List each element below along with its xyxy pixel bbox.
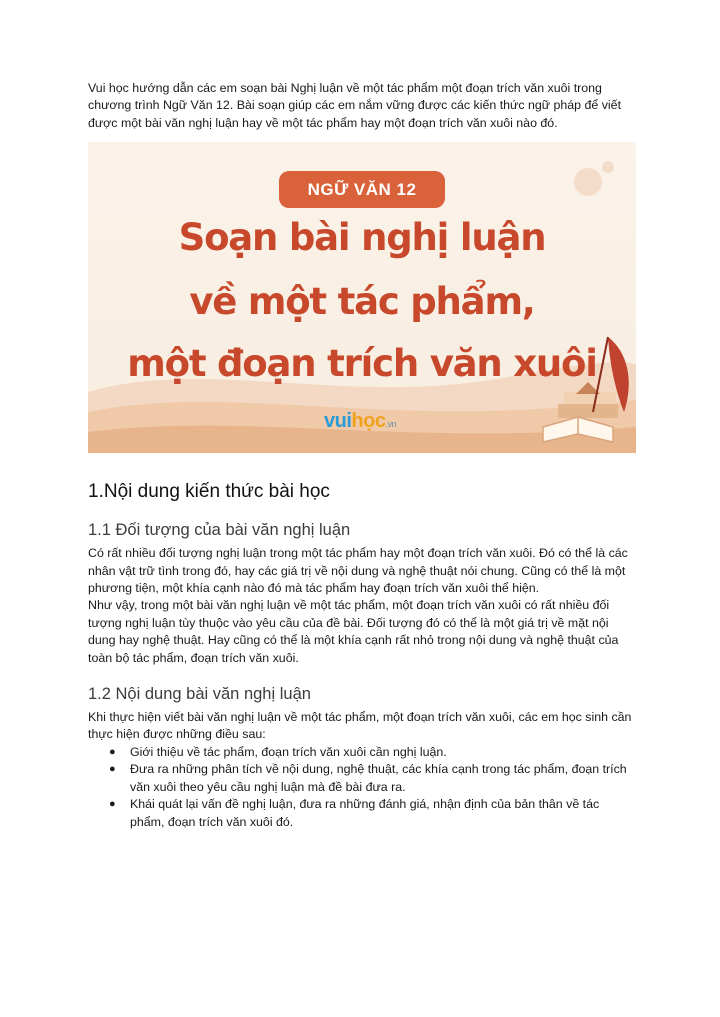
list-item: ● Giới thiệu về tác phẩm, đoạn trích văn xuôi cần nghị luận. [88,744,636,761]
intro-paragraph: Vui học hướng dẫn các em soạn bài Nghị luận về một tác phẩm một đoạn trích văn xuôi trong chương trình Ngữ Văn 12. Bài soạn giúp các em nắm vững được các kiến thức ngữ pháp để viết được một bài văn nghị luận hay về một tác phẩm hay một đoạn trích văn xuôi nào đó. [88,81,622,130]
document-page [88,80,636,831]
banner-title-line-2: về một tác phẩm, [189,280,535,324]
list-item: ● Khái quát lại vấn đề nghị luận, đưa ra những đánh giá, nhận định của bản thân về tác phẩm, đoạn trích văn xuôi đó. [109,797,600,829]
vuihoc-logo: vuihọc.vn [324,410,396,433]
subsection-heading-1-1: 1.1 Đối tượng của bài văn nghị luận [88,521,351,540]
section-heading: 1.Nội dung kiến thức bài học [88,481,330,503]
bullet-icon: ● [109,763,116,776]
paragraph-1-1-a: Có rất nhiều đối tượng nghị luận trong một tác phẩm hay một đoạn trích văn xuôi. Đó có thể là các nhân vật trữ tình trong đó, hay các giá trị về nội dung và nghệ thuật nói chung. Cũng có thể là một phương tiện, một khía cạnh nào đó mà tác phẩm hay đoạn trích văn xuôi thể hiện. [88,546,628,596]
subject-badge: NGỮ VĂN 12 [279,171,445,208]
subsection-heading-1-2: 1.2 Nội dung bài văn nghị luận [88,685,311,704]
bullet-icon: ● [109,798,116,811]
banner-title-line-1: Soạn bài nghị luận [178,216,546,260]
list-item: ● Đưa ra những phân tích về nội dung, nghệ thuật, các khía cạnh trong tác phẩm, đoạn trích văn xuôi theo yêu cầu nghị luận mà đề bài đưa ra. [109,762,627,794]
requirements-list [88,744,636,831]
bullet-icon: ● [109,745,116,758]
banner-title-line-3: một đoạn trích văn xuôi [127,342,597,386]
paragraph-1-1-b: Như vậy, trong một bài văn nghị luận về một tác phẩm, một đoạn trích văn xuôi có rất nhiều đối tượng nghị luận tùy thuộc vào yêu cầu của đề bài. Đối tượng đó có thể là một giá trị về mặt nội dung hay nghệ thuật. Hay cũng có thể là một khía cạnh rất nhỏ trong nội dung và nghệ thuật của toàn bộ tác phẩm, đoạn trích văn xuôi. [88,598,619,665]
banner-image [88,142,636,453]
paragraph-1-2: Khi thực hiện viết bài văn nghị luận về một tác phẩm, một đoạn trích văn xuôi, các em học sinh cần thực hiện được những điều sau: [88,710,632,742]
